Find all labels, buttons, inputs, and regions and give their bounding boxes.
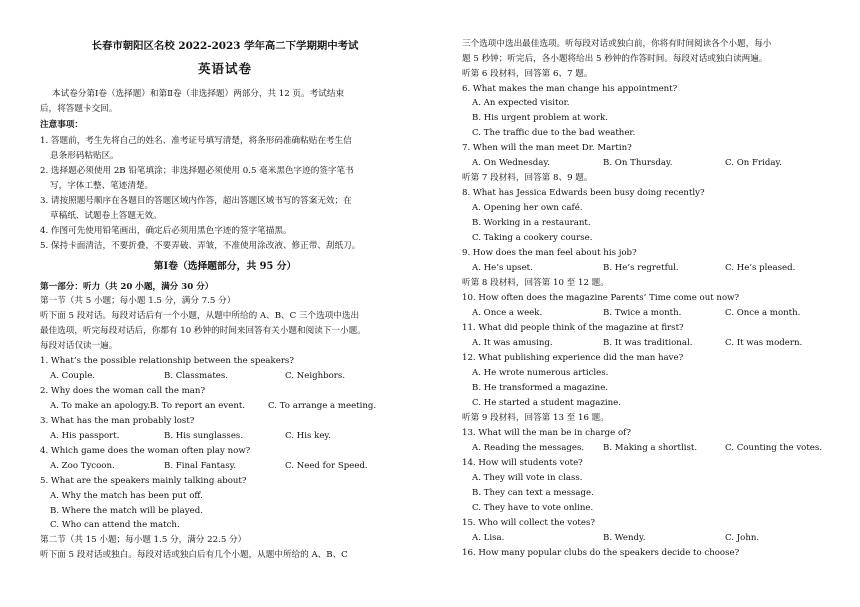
option-c: C. On Friday.: [725, 158, 782, 168]
option-b: B. They can text a message.: [472, 488, 594, 498]
option-a: A. On Wednesday.: [472, 158, 550, 168]
listening-heading: 第一部分：听力（共 20 小题，满分 30 分）: [40, 282, 214, 292]
section1-heading: 第一节（共 5 小题；每小题 1.5 分，满分 7.5 分）: [40, 296, 236, 306]
intro-line: 后，将答题卡交回。: [40, 104, 118, 114]
option-a: A. His passport.: [50, 431, 120, 441]
option-a: A. Zoo Tycoon.: [50, 461, 115, 471]
section1-instruction: 每段对话仅读一遍。: [40, 341, 118, 351]
option-a: A. An expected visitor.: [472, 98, 570, 108]
option-c: C. His key.: [285, 431, 331, 441]
intro-line: 本试卷分第Ⅰ卷（选择题）和第Ⅱ卷（非选择题）两部分，共 12 页。考试结束: [52, 89, 345, 99]
school-title: 长春市朝阳区名校 2022-2023 学年高二下学期期中考试: [91, 40, 359, 52]
subject-title: 英语试卷: [197, 61, 252, 76]
option-a: A. Why the match has been put off.: [50, 491, 203, 501]
option-a-b: A. To make an apology.B. To report an event.: [50, 401, 246, 411]
section1-instruction: 听下面 5 段对话。每段对话后有一个小题，从题中所给的 A、B、C 三个选项中选出: [40, 311, 360, 321]
option-a: A. Lisa.: [472, 533, 505, 543]
option-a: A. He wrote numerous articles.: [472, 368, 609, 378]
option-c: C. Taking a cookery course.: [472, 233, 593, 243]
option-c: C. Neighbors.: [285, 371, 346, 381]
option-b: B. It was traditional.: [603, 338, 693, 348]
option-b: B. He’s regretful.: [603, 263, 679, 273]
option-c: C. They have to vote online.: [472, 503, 594, 513]
section2-instruction: 题 5 秒钟；听完后，各小题将给出 5 秒钟的作答时间。每段对话或独白读两遍。: [462, 54, 768, 64]
option-c: C. It was modern.: [725, 338, 803, 348]
option-b: B. His urgent problem at work.: [472, 113, 608, 123]
question-4-options: [40, 460, 410, 472]
question-15: 15. Who will collect the votes?: [462, 518, 595, 528]
question-10: 10. How often does the magazine Parents’ Time come out now?: [462, 293, 740, 303]
question-3-options: [40, 430, 410, 442]
question-7: 7. When will the man meet Dr. Martin?: [462, 143, 632, 153]
question-9: 9. How does the man feel about his job?: [462, 248, 637, 258]
option-b: B. Twice a month.: [603, 308, 682, 318]
option-b: B. Wendy.: [603, 533, 646, 543]
option-a: A. It was amusing.: [472, 338, 553, 348]
question-16: 16. How many popular clubs do the speakers decide to choose?: [462, 548, 740, 558]
question-1-options: [40, 370, 410, 382]
part1-heading: 第Ⅰ卷（选择题部分，共 95 分）: [153, 261, 297, 272]
note-line: 草稿纸、试题卷上答题无效。: [50, 211, 162, 221]
option-b: B. Where the match will be played.: [50, 506, 203, 516]
section2-instruction: 三个选项中选出最佳选项。听每段对话或独白前，你将有时间阅读各个小题，每小: [462, 39, 772, 49]
option-a: A. Once a week.: [472, 308, 543, 318]
option-c: C. Who can attend the match.: [50, 520, 180, 530]
option-a: A. He’s upset.: [472, 263, 533, 273]
question-12: 12. What publishing experience did the man have?: [462, 353, 684, 363]
option-b: B. Classmates.: [164, 371, 228, 381]
note-line: 息条形码粘贴区。: [50, 151, 119, 161]
question-14: 14. How will students vote?: [462, 458, 583, 468]
option-b: B. Making a shortlist.: [603, 443, 698, 453]
material-heading: 听第 9 段材料，回答第 13 至 16 题。: [462, 413, 609, 423]
option-c: C. Once a month.: [725, 308, 801, 318]
note-line: 3. 请按照题号顺序在各题目的答题区域内作答，超出答题区域书写的答案无效；在: [40, 196, 352, 206]
question-10-options: [462, 307, 840, 319]
note-line: 5. 保持卡面清洁，不要折叠，不要弄破、弄皱，不准使用涂改液、修正带、刮纸刀。: [40, 241, 361, 251]
option-c: C. He started a student magazine.: [472, 398, 621, 408]
option-c: C. Counting the votes.: [725, 443, 823, 453]
option-c: C. Need for Speed.: [285, 461, 368, 471]
question-2: 2. Why does the woman call the man?: [40, 386, 206, 396]
question-9-options: [462, 262, 840, 274]
question-11: 11. What did people think of the magazine at first?: [462, 323, 684, 333]
question-4: 4. Which game does the woman often play now?: [40, 446, 251, 456]
option-b: B. On Thursday.: [603, 158, 673, 168]
note-line: 写，字体工整、笔迹清楚。: [50, 181, 154, 191]
question-5: 5. What are the speakers mainly talking about?: [40, 476, 247, 486]
section1-instruction: 最佳选项，听完每段对话后，你都有 10 秒钟的时间来回答有关小题和阅读下一小题。: [40, 326, 366, 336]
option-a: A. They will vote in class.: [472, 473, 583, 483]
section2-instruction: 听下面 5 段对话或独白。每段对话或独白后有几个小题，从题中所给的 A、B、C: [40, 550, 348, 560]
note-line: 1. 答题前，考生先将自己的姓名、准考证号填写清楚，将条形码准确粘贴在考生信: [40, 136, 352, 146]
question-15-options: [462, 532, 840, 544]
section2-heading: 第二节（共 15 小题；每小题 1.5 分，满分 22.5 分）: [40, 535, 247, 545]
option-a: A. Couple.: [50, 371, 96, 381]
option-b: B. He transformed a magazine.: [472, 383, 609, 393]
option-c: C. He’s pleased.: [725, 263, 796, 273]
question-2-options: [40, 400, 410, 412]
note-line: 4. 作图可先使用铅笔画出，确定后必须用黑色字迹的签字笔描黑。: [40, 226, 292, 236]
material-heading: 听第 6 段材料，回答第 6、7 题。: [462, 69, 593, 79]
option-c: C. To arrange a meeting.: [268, 401, 377, 411]
option-b: B. His sunglasses.: [164, 431, 244, 441]
question-7-options: [462, 157, 840, 169]
note-line: 2. 选择题必须使用 2B 铅笔填涂；非选择题必须使用 0.5 毫米黑色字迹的签字笔书: [40, 166, 354, 176]
question-1: 1. What’s the possible relationship between the speakers?: [40, 356, 294, 366]
question-6: 6. What makes the man change his appointment?: [462, 84, 678, 94]
option-a: A. Opening her own café.: [472, 203, 583, 213]
option-a: A. Reading the messages.: [472, 443, 585, 453]
question-8: 8. What has Jessica Edwards been busy doing recently?: [462, 188, 705, 198]
question-11-options: [462, 337, 840, 349]
material-heading: 听第 7 段材料，回答第 8、9 题。: [462, 173, 593, 183]
notes-heading: 注意事项：: [40, 120, 83, 130]
option-b: B. Final Fantasy.: [164, 461, 237, 471]
option-c: C. The traffic due to the bad weather.: [472, 128, 636, 138]
option-c: C. John.: [725, 533, 760, 543]
question-13: 13. What will the man be in charge of?: [462, 428, 631, 438]
question-3: 3. What has the man probably lost?: [40, 416, 195, 426]
material-heading: 听第 8 段材料，回答第 10 至 12 题。: [462, 278, 609, 288]
question-13-options: [462, 442, 840, 454]
option-b: B. Working in a restaurant.: [472, 218, 591, 228]
